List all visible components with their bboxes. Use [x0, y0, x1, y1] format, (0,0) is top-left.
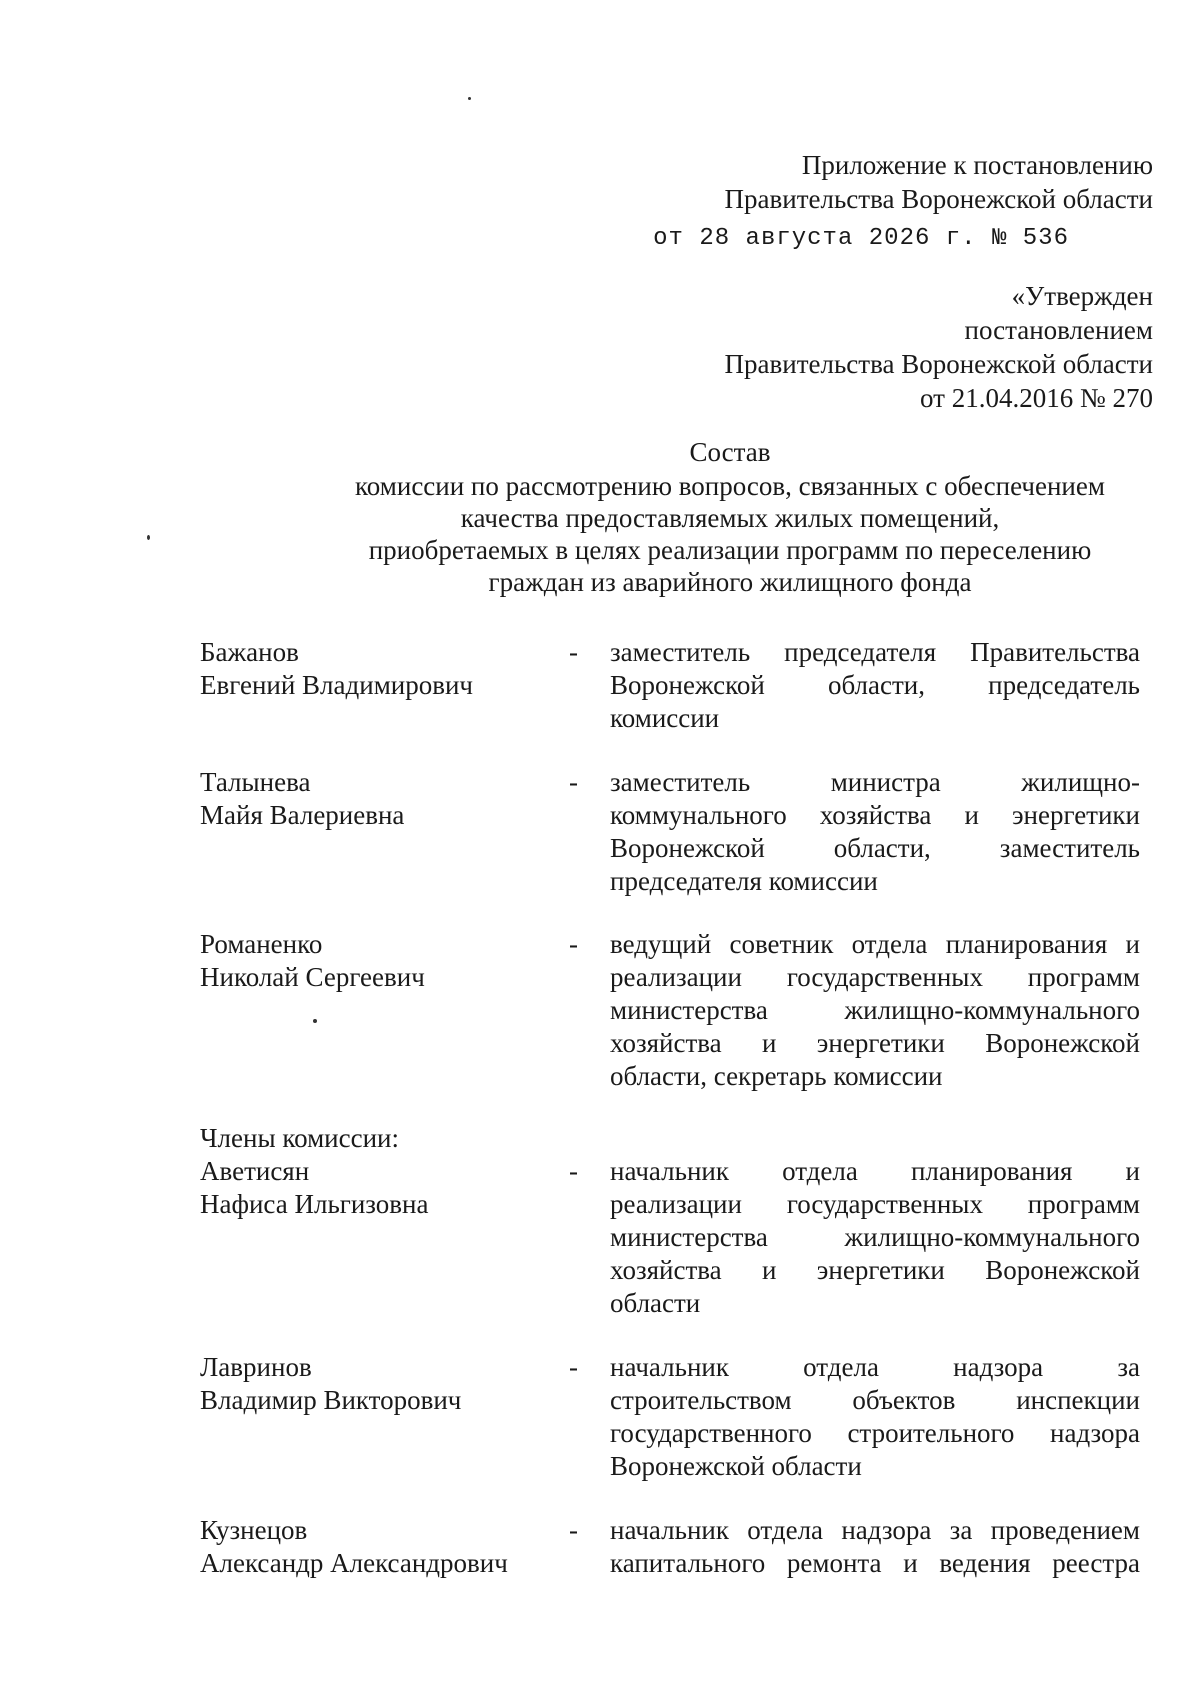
appendix-line-1: Приложение к постановлению	[801, 150, 1153, 180]
role-line: ведущий советник отдела планирования и	[610, 929, 1140, 959]
document-title	[250, 436, 1200, 598]
role-line: реализации государственных программ	[610, 962, 1140, 992]
appendix-date-line	[653, 222, 1069, 256]
approved-line-1: «Утвержден	[1011, 281, 1153, 311]
members-section-label: Члены комиссии:	[200, 1123, 399, 1153]
member-role	[610, 1514, 1140, 1580]
member-dash: -	[569, 929, 578, 959]
role-line: начальник отдела надзора за проведением	[610, 1515, 1140, 1545]
member-given-names: Майя Валериевна	[200, 800, 405, 830]
approved-line-3: Правительства Воронежской области	[724, 349, 1153, 379]
member-name	[200, 636, 560, 702]
member-role	[610, 766, 1140, 898]
role-line: строительством объектов инспекции	[610, 1385, 1140, 1415]
role-line: начальник отдела планирования и	[610, 1156, 1140, 1186]
member-given-names: Александр Александрович	[200, 1548, 508, 1578]
member-name	[200, 928, 560, 994]
role-line: Воронежской области	[610, 1451, 862, 1481]
member-role	[610, 636, 1140, 735]
scan-speck	[147, 535, 150, 540]
member-dash: -	[569, 767, 578, 797]
role-line: реализации государственных программ	[610, 1189, 1140, 1219]
member-name	[200, 1351, 560, 1417]
role-line: области, секретарь комиссии	[610, 1061, 943, 1091]
member-surname: Бажанов	[200, 637, 299, 667]
role-line: Воронежской области, заместитель	[610, 833, 1140, 863]
member-given-names: Николай Сергеевич	[200, 962, 425, 992]
approved-line-2: постановлением	[964, 315, 1153, 345]
member-dash: -	[569, 637, 578, 667]
member-role	[610, 1155, 1140, 1320]
member-name	[200, 1514, 560, 1580]
member-given-names: Нафиса Ильгизовна	[200, 1189, 429, 1219]
role-line: министерства жилищно-коммунального	[610, 995, 1140, 1025]
role-line: коммунального хозяйства и энергетики	[610, 800, 1140, 830]
role-line: капитального ремонта и ведения реестра	[610, 1548, 1140, 1578]
scan-speck	[313, 1019, 317, 1023]
title-heading: Состав	[689, 437, 771, 467]
member-dash: -	[569, 1515, 578, 1545]
member-dash: -	[569, 1352, 578, 1382]
role-line: государственного строительного надзора	[610, 1418, 1140, 1448]
role-line: Воронежской области, председатель	[610, 670, 1140, 700]
role-line: хозяйства и энергетики Воронежской	[610, 1255, 1140, 1285]
role-line: заместитель министра жилищно-	[610, 767, 1140, 797]
role-line: хозяйства и энергетики Воронежской	[610, 1028, 1140, 1058]
role-line: министерства жилищно-коммунального	[610, 1222, 1140, 1252]
member-surname: Романенко	[200, 929, 323, 959]
member-surname: Лавринов	[200, 1352, 312, 1382]
member-role	[610, 928, 1140, 1093]
appendix-header	[725, 148, 1153, 216]
appendix-line-3: от 28 августа 2026 г. № 536	[653, 225, 1069, 252]
member-given-names: Евгений Владимирович	[200, 670, 474, 700]
member-name	[200, 1155, 560, 1221]
appendix-line-2: Правительства Воронежской области	[724, 184, 1153, 214]
member-surname: Аветисян	[200, 1156, 310, 1186]
title-line-2: качества предоставляемых жилых помещений,	[460, 503, 1000, 533]
title-line-3: приобретаемых в целях реализации программ по переселению	[368, 535, 1092, 565]
role-line: начальник отдела надзора за	[610, 1352, 1140, 1382]
member-surname: Талынева	[200, 767, 311, 797]
member-given-names: Владимир Викторович	[200, 1385, 462, 1415]
approved-line-4: от 21.04.2016 № 270	[920, 383, 1153, 413]
approved-header	[725, 279, 1153, 415]
role-line: председателя комиссии	[610, 866, 878, 896]
member-role	[610, 1351, 1140, 1483]
title-line-4: граждан из аварийного жилищного фонда	[488, 567, 972, 597]
role-line: комиссии	[610, 703, 720, 733]
role-line: заместитель председателя Правительства	[610, 637, 1140, 667]
role-line: области	[610, 1288, 701, 1318]
title-line-1: комиссии по рассмотрению вопросов, связанных с обеспечением	[355, 471, 1105, 501]
member-dash: -	[569, 1156, 578, 1186]
member-name	[200, 766, 560, 832]
member-surname: Кузнецов	[200, 1515, 308, 1545]
scan-speck	[468, 97, 471, 100]
